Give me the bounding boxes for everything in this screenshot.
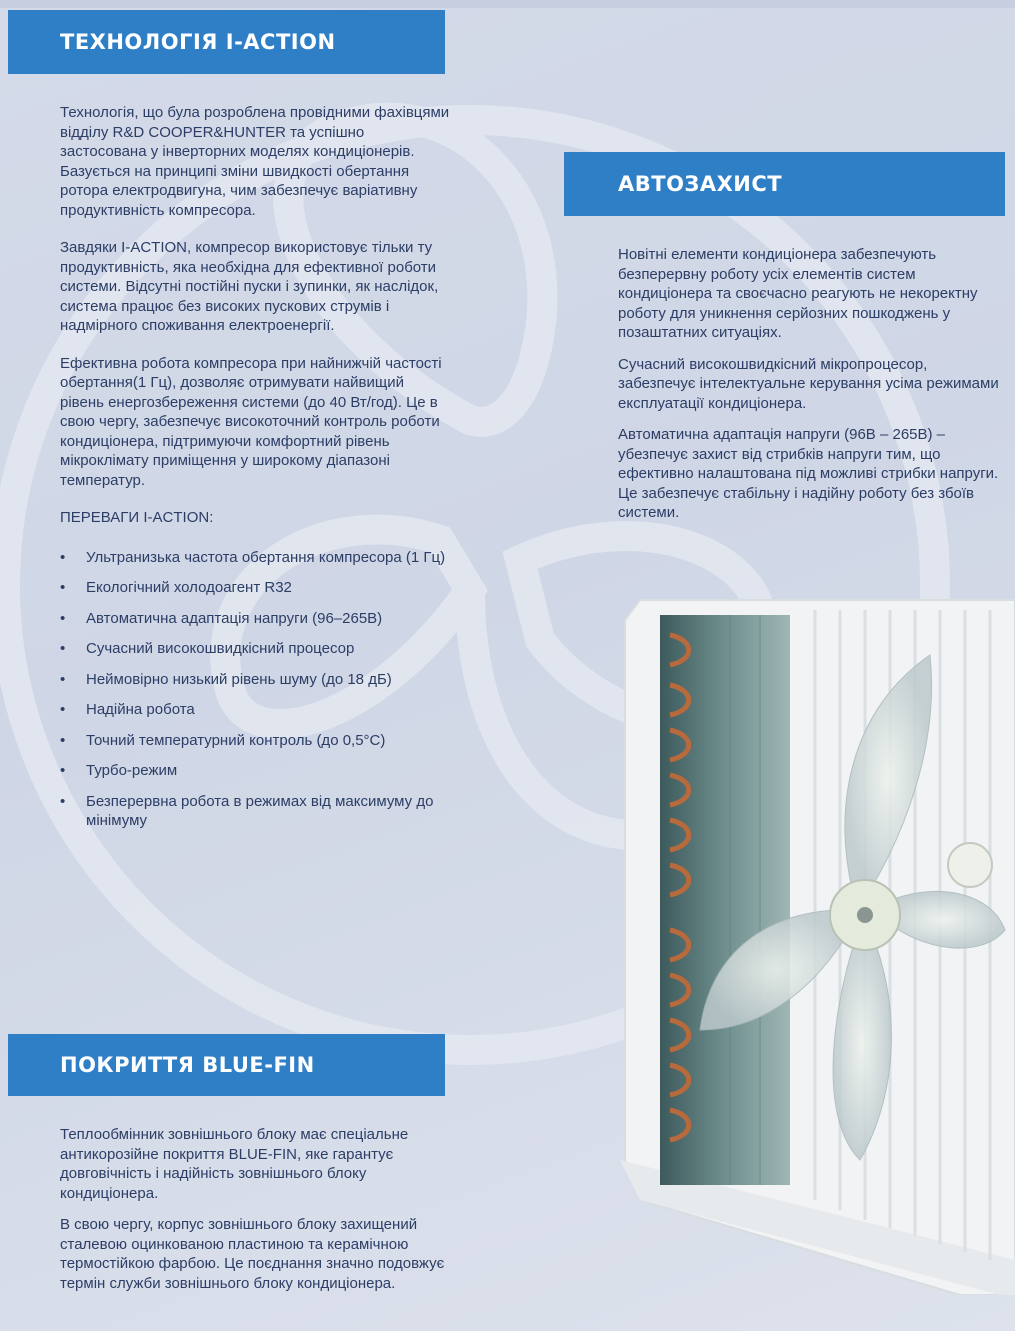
advantages-list xyxy=(60,548,450,831)
list-item: • Екологічний холодоагент R32 xyxy=(60,578,450,598)
list-item: • Безперервна робота в режимах від максимуму до мінімуму xyxy=(60,792,450,831)
section-header-autoprotect xyxy=(564,152,1005,216)
paragraph: Автоматична адаптація напруги (96В – 265В) – убезпечує захист від стрибків напруги тим, що ефективно налаштована під можливі стрибки напруги. Це забезпечує стабільну і надійну роботу без збоїв системи. xyxy=(618,426,999,521)
section-body-iaction xyxy=(60,103,450,842)
list-item: • Сучасний високошвидкісний процесор xyxy=(60,639,450,659)
paragraph: Новітні елементи кондиціонера забезпечують безперервну роботу усіх елементів систем кондиціонера та своєчасно реагують не некоректну роботу для уникнення серйозних пошкоджень у позаштатних ситуаціях. xyxy=(618,246,978,341)
paragraph: Завдяки I-ACTION, компресор використовує тільки ту продуктивність, яка необхідна для ефективної роботи системи. Відсутні постійні пуски і зупинки, як наслідок, система працює без високих пускових струмів і надмірного споживання електроенергії. xyxy=(60,239,439,334)
section-body-autoprotect xyxy=(618,245,1003,535)
list-item: • Точний температурний контроль (до 0,5°С) xyxy=(60,731,450,751)
section-title-autoprotect: АВТОЗАХИСТ xyxy=(618,172,783,196)
paragraph: Сучасний високошвидкісний мікропроцесор, забезпечує інтелектуальне керування усіма режимами експлуатації кондиціонера. xyxy=(618,355,999,412)
section-header-iaction xyxy=(8,10,445,74)
paragraph: Ефективна робота компресора при найнижчій частості обертання(1 Гц), дозволяє отримувати найвищий рівень енергозбереження системи (до 40 Вт/год). Це в свою чергу, забезпечує високоточний контроль роботи кондиціонера, підтримуючи комфортний рівень мікроклімату приміщення у широкому діапазоні температур. xyxy=(60,354,442,489)
list-item: • Ультранизька частота обертання компресора (1 Гц) xyxy=(60,548,450,568)
list-item: • Неймовірно низький рівень шуму (до 18 дБ) xyxy=(60,670,450,690)
section-header-bluefin xyxy=(8,1034,445,1096)
outdoor-unit-image xyxy=(600,560,1015,1295)
paragraph: В свою чергу, корпус зовнішнього блоку захищений сталевою оцинкованою пластиною та керамічною термостійкою фарбою. Це поєднання значно подовжує термін служби зовнішнього блоку кондиціонера. xyxy=(60,1216,445,1292)
list-item: • Автоматична адаптація напруги (96–265В) xyxy=(60,609,450,629)
advantages-title: ПЕРЕВАГИ I-ACTION: xyxy=(60,509,214,526)
section-title-iaction: ТЕХНОЛОГІЯ I-ACTION xyxy=(60,30,336,54)
list-item: • Турбо-режим xyxy=(60,761,450,781)
top-strip xyxy=(0,0,1015,8)
list-item: • Надійна робота xyxy=(60,700,450,720)
paragraph: Теплообмінник зовнішнього блоку має спеціальне антикорозійне покриття BLUE-FIN, яке гарантує довговічність і надійність зовнішнього блоку кондиціонера. xyxy=(60,1126,409,1202)
paragraph: Технологія, що була розроблена провідними фахівцями відділу R&D COOPER&HUNTER та успішно застосована у інверторних моделях кондиціонерів. Базується на принципі зміни швидкості обертання ротора електродвигуна, чим забезпечує варіативну продуктивність компресора. xyxy=(60,104,450,219)
section-body-bluefin xyxy=(60,1125,445,1305)
section-title-bluefin: ПОКРИТТЯ BLUE-FIN xyxy=(60,1053,315,1077)
